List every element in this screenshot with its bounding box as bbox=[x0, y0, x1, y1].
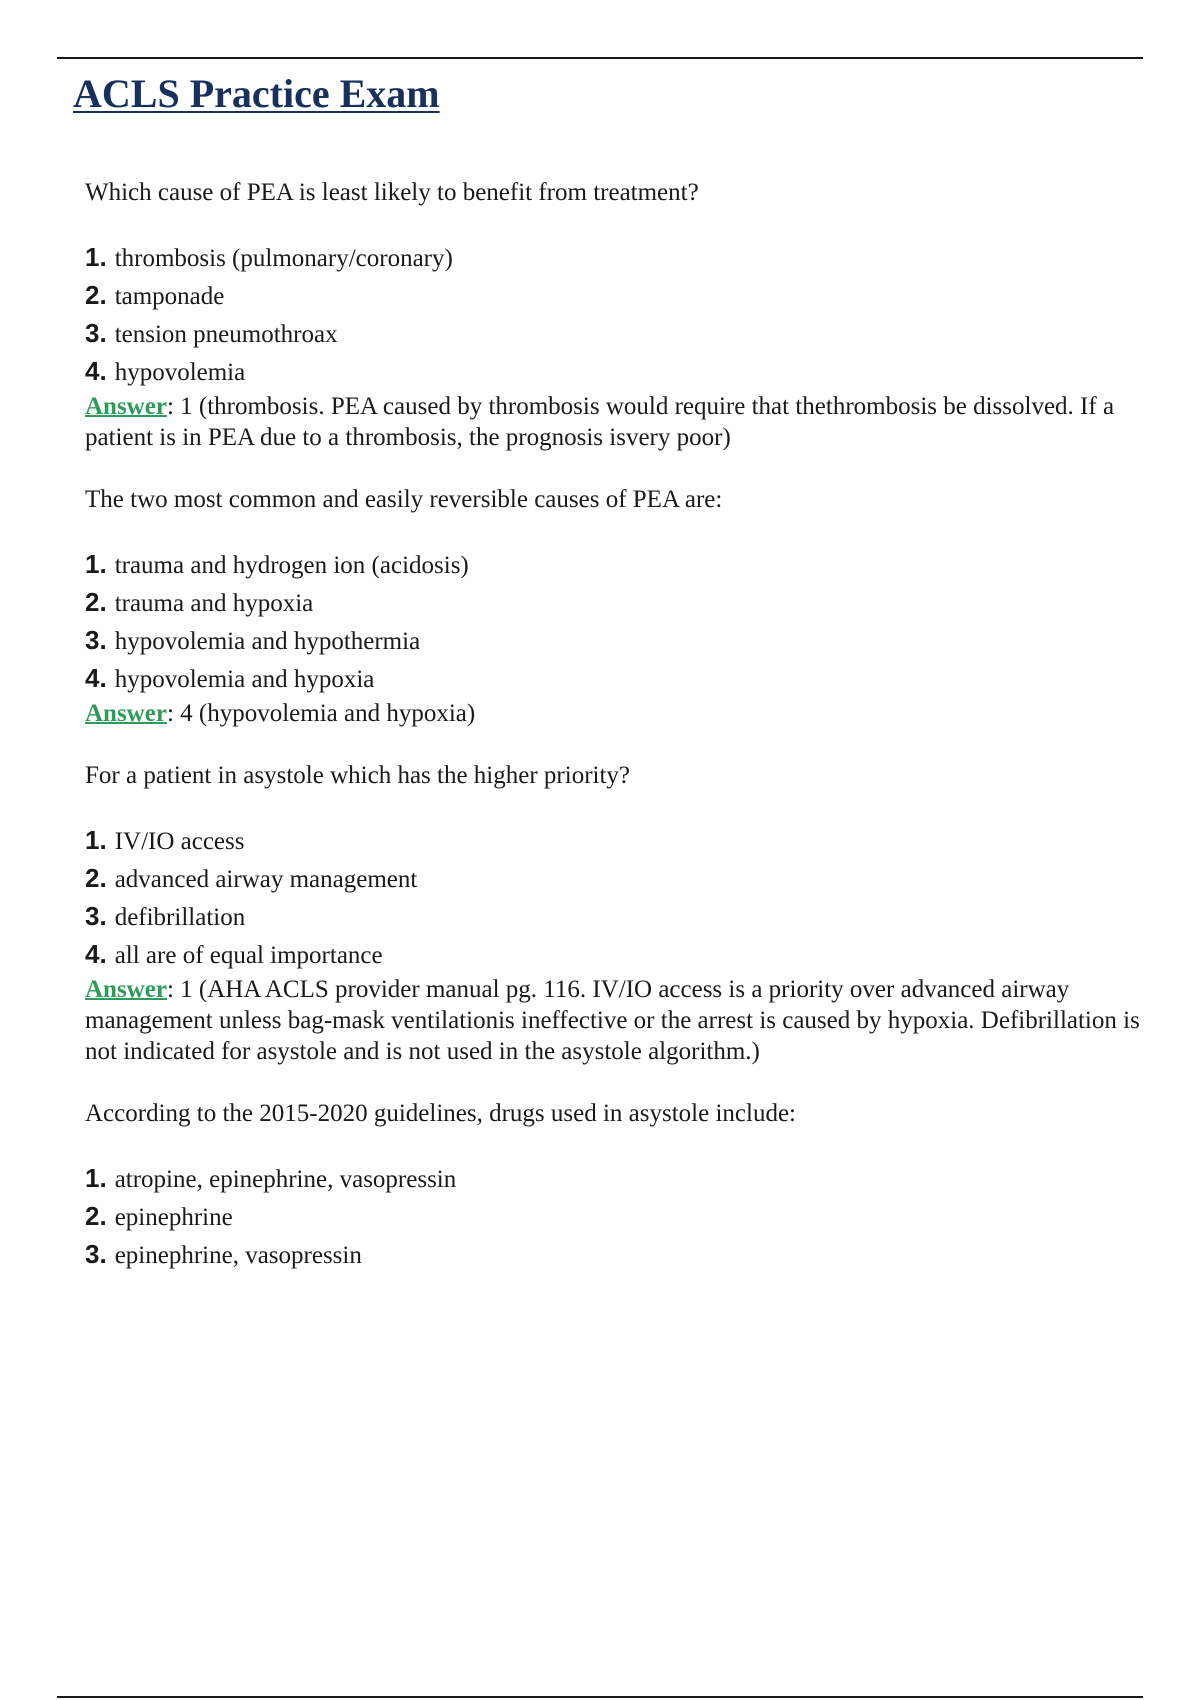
option-text: thrombosis (pulmonary/coronary) bbox=[114, 245, 453, 272]
answer-paragraph bbox=[85, 391, 1145, 453]
answer-paragraph bbox=[85, 974, 1145, 1067]
question-block bbox=[85, 759, 1145, 1067]
answer-label: Answer bbox=[85, 700, 167, 727]
option-text: tamponade bbox=[114, 283, 225, 310]
option-list bbox=[85, 822, 1145, 974]
option-text: trauma and hydrogen ion (acidosis) bbox=[114, 552, 469, 579]
option-number: 1. bbox=[85, 242, 107, 272]
option-text: hypovolemia bbox=[114, 359, 246, 386]
option-item bbox=[85, 239, 1145, 277]
option-number: 3. bbox=[85, 901, 107, 931]
answer-text: : 1 (AHA ACLS provider manual pg. 116. IV/IO access is a priority over advanced airway management unless bag-mask ventilationis ineffective or the arrest is caused by hypoxia. Defibrillation is not indicated for asystole and is not used in the asystole algorithm.) bbox=[85, 976, 1140, 1065]
option-item bbox=[85, 1236, 1145, 1274]
option-item bbox=[85, 1160, 1145, 1198]
option-item bbox=[85, 1198, 1145, 1236]
option-text: epinephrine, vasopressin bbox=[114, 1242, 362, 1269]
option-text: IV/IO access bbox=[114, 828, 245, 855]
option-list bbox=[85, 239, 1145, 391]
option-item bbox=[85, 660, 1145, 698]
option-item bbox=[85, 546, 1145, 584]
option-item bbox=[85, 622, 1145, 660]
option-item bbox=[85, 584, 1145, 622]
option-number: 3. bbox=[85, 1239, 107, 1269]
option-item bbox=[85, 936, 1145, 974]
option-number: 1. bbox=[85, 1163, 107, 1193]
header-rule bbox=[57, 57, 1143, 59]
option-list bbox=[85, 1160, 1145, 1274]
option-text: atropine, epinephrine, vasopressin bbox=[114, 1166, 457, 1193]
option-number: 1. bbox=[85, 825, 107, 855]
option-number: 4. bbox=[85, 663, 107, 693]
option-text: hypovolemia and hypothermia bbox=[114, 628, 421, 655]
answer-label: Answer bbox=[85, 976, 167, 1003]
footer-rule bbox=[57, 1696, 1143, 1698]
option-number: 2. bbox=[85, 1201, 107, 1231]
option-text: epinephrine bbox=[114, 1204, 233, 1231]
question-block bbox=[85, 1097, 1145, 1274]
option-item bbox=[85, 898, 1145, 936]
option-text: defibrillation bbox=[114, 904, 246, 931]
questions-container bbox=[85, 176, 1145, 1304]
option-item bbox=[85, 277, 1145, 315]
option-text: advanced airway management bbox=[114, 866, 418, 893]
option-item bbox=[85, 353, 1145, 391]
option-text: trauma and hypoxia bbox=[114, 590, 314, 617]
option-text: tension pneumothroax bbox=[114, 321, 338, 348]
option-number: 2. bbox=[85, 863, 107, 893]
option-number: 3. bbox=[85, 625, 107, 655]
option-text: all are of equal importance bbox=[114, 942, 383, 969]
question-block bbox=[85, 483, 1145, 729]
option-item bbox=[85, 315, 1145, 353]
option-number: 2. bbox=[85, 280, 107, 310]
option-number: 1. bbox=[85, 549, 107, 579]
page-title: ACLS Practice Exam bbox=[73, 71, 440, 116]
option-number: 4. bbox=[85, 356, 107, 386]
option-list bbox=[85, 546, 1145, 698]
question-prompt: Which cause of PEA is least likely to benefit from treatment? bbox=[85, 179, 699, 206]
option-item bbox=[85, 860, 1145, 898]
answer-text: : 4 (hypovolemia and hypoxia) bbox=[166, 700, 476, 727]
question-prompt: For a patient in asystole which has the higher priority? bbox=[85, 762, 631, 789]
answer-paragraph bbox=[85, 698, 1145, 729]
question-prompt: According to the 2015-2020 guidelines, drugs used in asystole include: bbox=[85, 1100, 796, 1127]
option-number: 4. bbox=[85, 939, 107, 969]
question-prompt: The two most common and easily reversible causes of PEA are: bbox=[85, 486, 723, 513]
option-item bbox=[85, 822, 1145, 860]
answer-label: Answer bbox=[85, 393, 167, 420]
answer-text: : 1 (thrombosis. PEA caused by thrombosis would require that thethrombosis be dissolved. If a patient is in PEA due to a thrombosis, the prognosis isvery poor) bbox=[85, 393, 1115, 451]
question-block bbox=[85, 176, 1145, 453]
option-number: 2. bbox=[85, 587, 107, 617]
option-text: hypovolemia and hypoxia bbox=[114, 666, 375, 693]
option-number: 3. bbox=[85, 318, 107, 348]
